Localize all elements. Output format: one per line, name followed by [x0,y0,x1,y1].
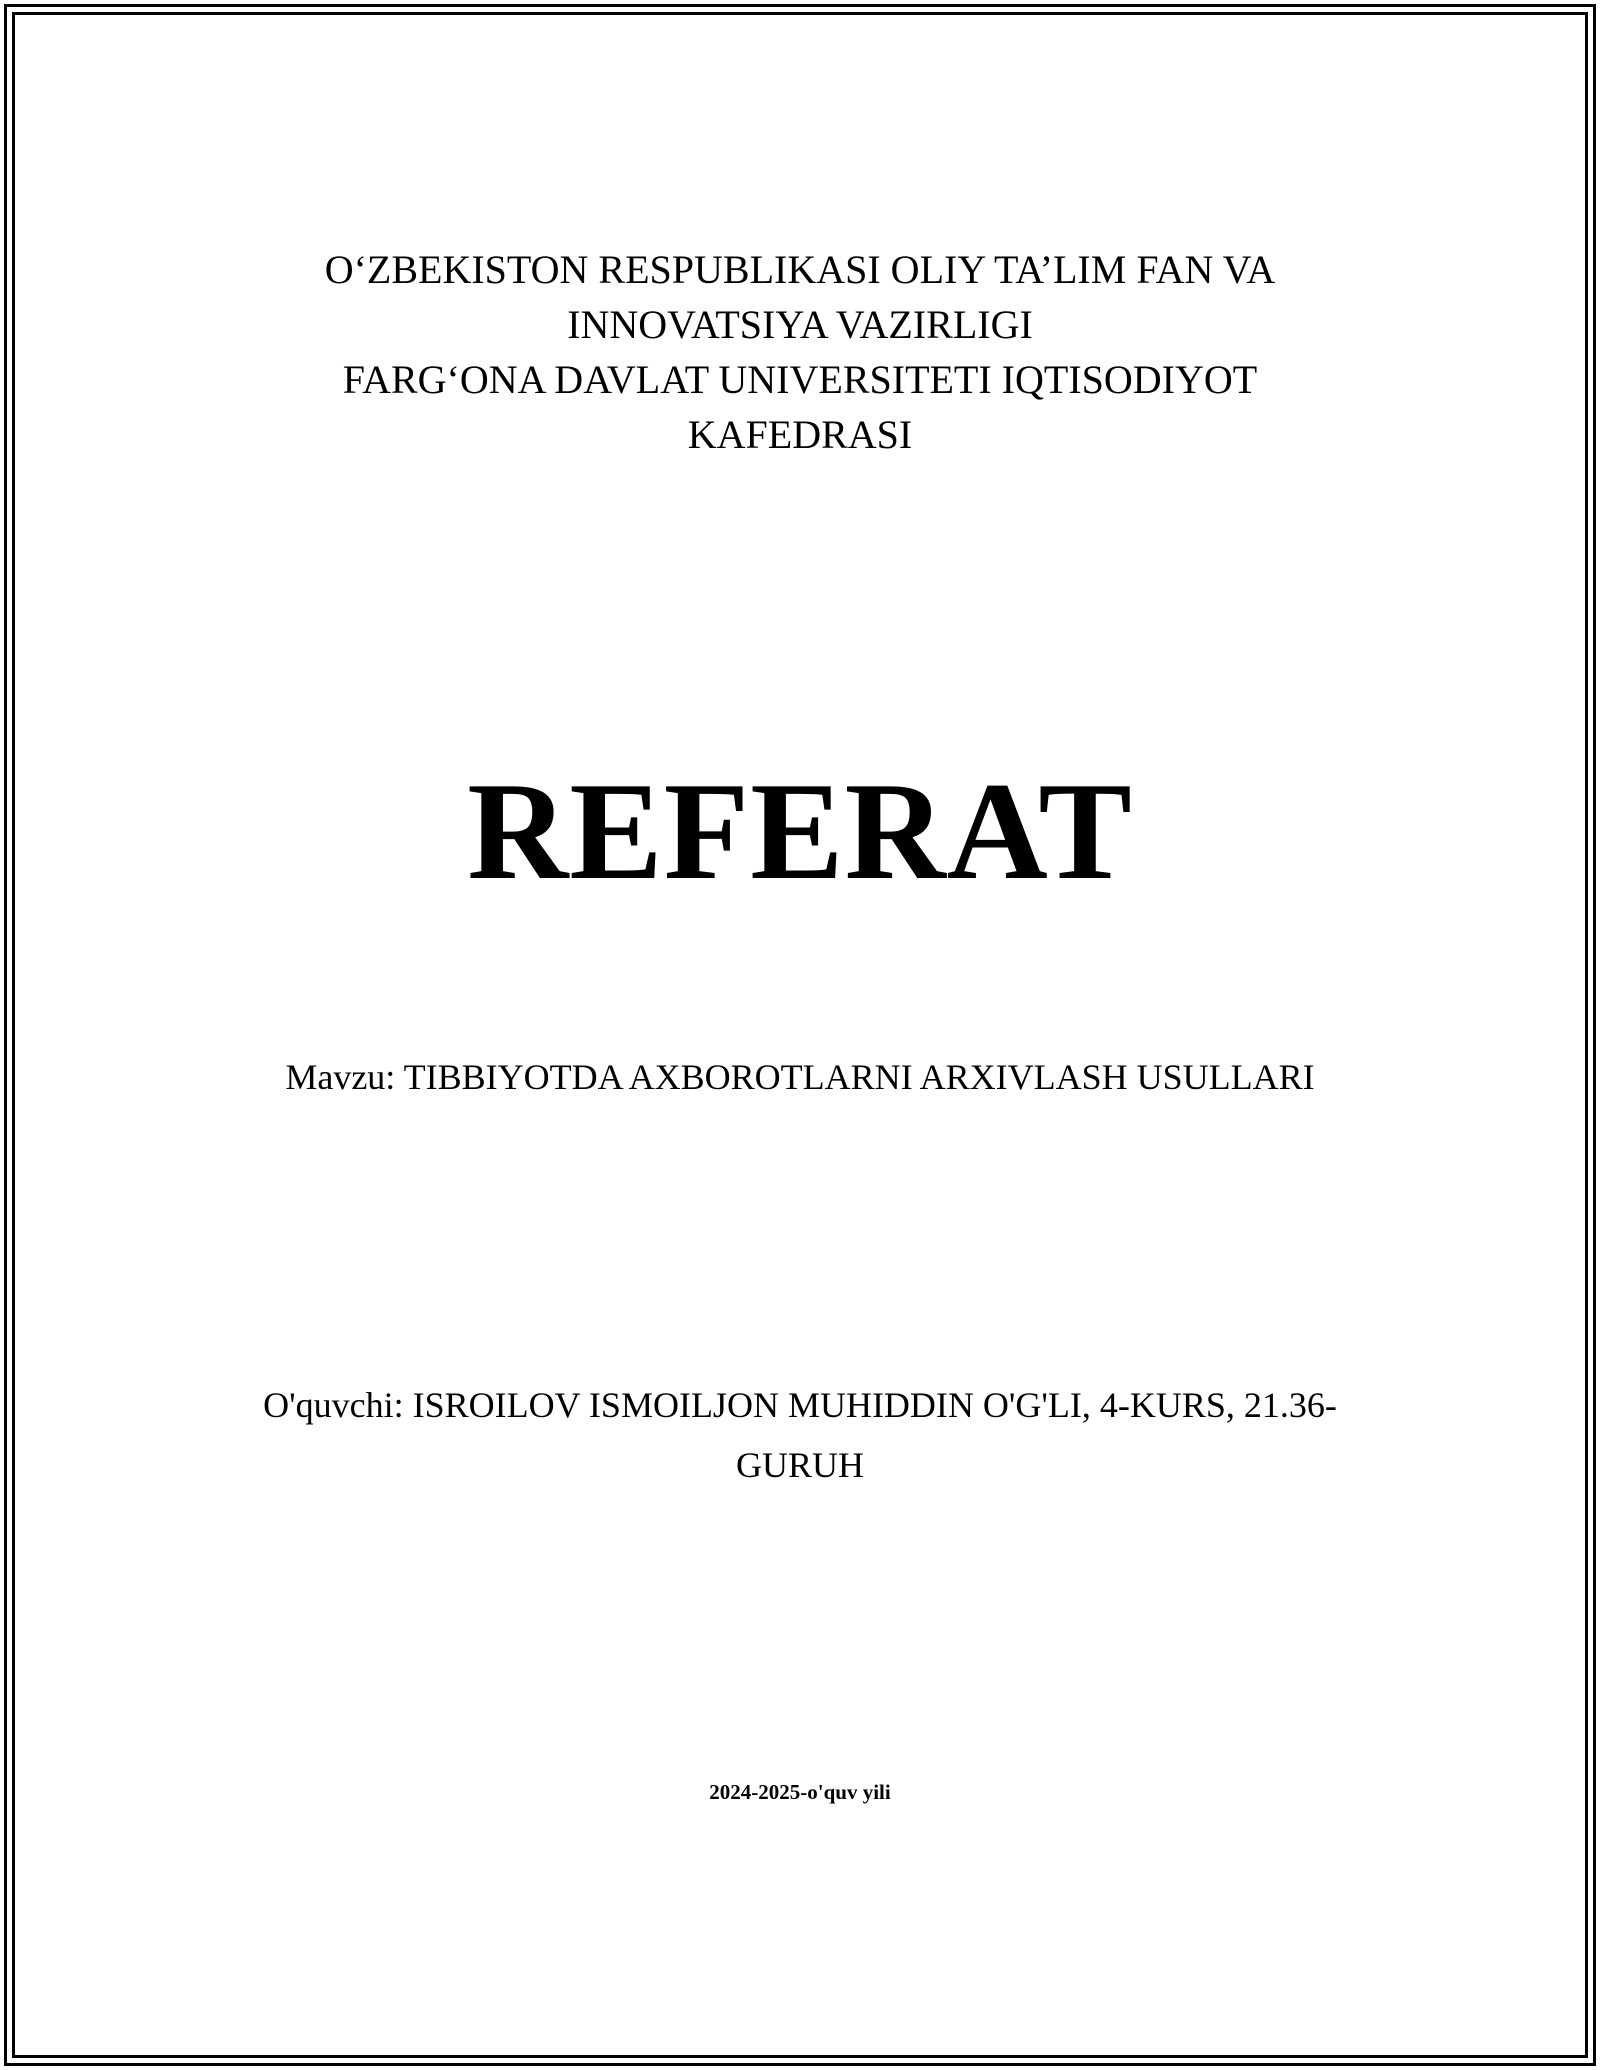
topic-line: Mavzu: TIBBIYOTDA AXBOROTLARNI ARXIVLASH USULLARI [285,1057,1315,1097]
academic-year: 2024-2025-o'quv yili [709,1780,891,1804]
student-line-2: GURUH [735,1445,864,1485]
student-line-1: O'quvchi: ISROILOV ISMOILJON MUHIDDIN O'G'LI, 4-KURS, 21.36- [263,1385,1337,1425]
document-title: REFERAT [467,754,1133,909]
header-line-3: FARG‘ONA DAVLAT UNIVERSITETI IQTISODIYOT [342,357,1258,402]
header-line-4: KAFEDRASI [687,412,913,457]
institution-header [0,242,1600,462]
header-line-2: INNOVATSIYA VAZIRLIGI [567,302,1033,347]
student-info [0,1375,1600,1495]
header-line-1: O‘ZBEKISTON RESPUBLIKASI OLIY TA’LIM FAN VA [324,247,1276,292]
